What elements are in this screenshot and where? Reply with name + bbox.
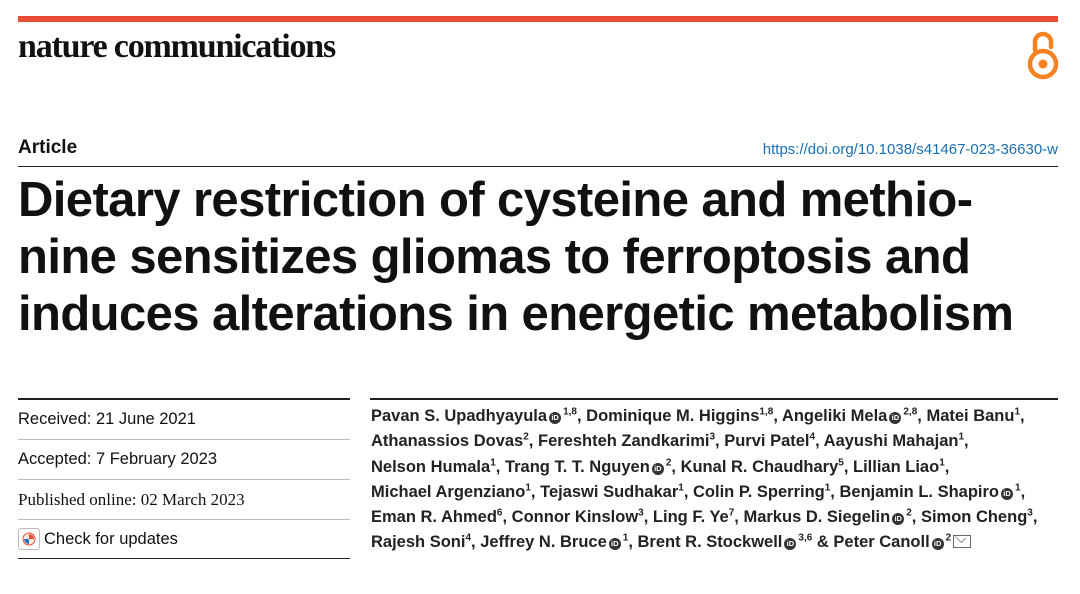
affiliation-superscript: 1 (1015, 482, 1021, 494)
publication-dates (18, 400, 350, 559)
author-separator: , (530, 482, 536, 501)
orcid-icon[interactable]: iD (932, 538, 944, 550)
author-name[interactable] (371, 407, 582, 425)
author-name[interactable] (538, 432, 720, 450)
author-name[interactable] (505, 458, 676, 476)
orcid-icon[interactable]: iD (889, 412, 901, 424)
author-name-text: Dominique M. Higgins (586, 407, 760, 425)
title-line: induces alterations in energetic metabolism (18, 287, 1014, 341)
author-separator: , (944, 457, 950, 476)
author-separator: , (1032, 508, 1038, 527)
author-name[interactable] (512, 508, 649, 526)
author-name-text: Tejaswi Sudhakar (540, 482, 679, 501)
article-title (18, 172, 1068, 343)
orcid-icon[interactable]: iD (784, 538, 796, 550)
affiliation-superscript: 1 (622, 532, 629, 544)
author-name-text: Lillian Liao (853, 457, 940, 476)
author-name-text: Benjamin L. Shapiro (839, 482, 1000, 501)
author-name-text: Nelson Humala (371, 457, 491, 476)
author-separator: , (495, 457, 501, 476)
author-name-text: Brent R. Stockwell (637, 533, 783, 552)
author-separator: , (528, 432, 534, 451)
author-name-text: Ling F. Ye (652, 508, 729, 527)
author-name-text: Markus D. Siegelin (743, 508, 891, 527)
header-divider (18, 166, 1058, 167)
author-name-text: Angeliki Mela (781, 407, 888, 425)
author-separator: , (815, 432, 820, 451)
affiliation-superscript: 1,8 (563, 406, 577, 418)
affiliation-superscript: 2,8 (903, 406, 918, 418)
check-updates-icon (18, 528, 40, 550)
affiliation-superscript: 2 (906, 507, 912, 519)
author-name[interactable] (921, 508, 1038, 526)
author-name[interactable] (540, 483, 688, 501)
affiliation-superscript: 1 (958, 431, 965, 443)
author-separator: , (1020, 407, 1025, 425)
check-updates-label: Check for updates (44, 529, 178, 548)
author-name[interactable] (724, 432, 819, 450)
published-date: Published online: 02 March 2023 (18, 480, 350, 520)
orcid-icon[interactable]: iD (652, 463, 664, 475)
affiliation-superscript: 1 (939, 457, 945, 469)
affiliation-superscript: 1 (525, 482, 531, 494)
author-name[interactable] (371, 508, 507, 526)
author-name[interactable] (653, 508, 739, 526)
author-name-text: Fereshteh Zandkarimi (537, 432, 710, 451)
affiliation-superscript: 1 (824, 482, 831, 494)
affiliation-superscript: 6 (496, 507, 503, 519)
author-name[interactable] (371, 432, 533, 450)
author-name[interactable] (371, 533, 476, 551)
orcid-icon[interactable]: iD (1001, 488, 1013, 500)
affiliation-superscript: 1 (678, 482, 684, 494)
affiliation-superscript: 1 (1014, 406, 1021, 418)
author-name[interactable] (833, 533, 971, 551)
affiliation-superscript: 1,8 (759, 406, 774, 418)
author-name[interactable] (693, 483, 835, 501)
author-separator: , (773, 407, 778, 425)
author-separator: , (734, 508, 739, 527)
author-name-text: Jeffrey N. Bruce (480, 533, 607, 552)
author-separator: , (964, 432, 969, 451)
author-separator: , (715, 432, 720, 451)
author-name-text: Aayushi Mahajan (823, 432, 959, 451)
author-name-text: Colin P. Sperring (693, 482, 825, 501)
author-separator: , (830, 482, 835, 501)
author-list (371, 404, 1056, 556)
author-name-text: Kunal R. Chaudhary (680, 457, 839, 476)
author-name[interactable] (681, 458, 849, 476)
author-separator: , (911, 508, 917, 527)
article-type: Article (18, 137, 78, 158)
affiliation-superscript: 2 (665, 457, 672, 469)
author-name-text: Trang T. T. Nguyen (504, 457, 650, 476)
author-name-text: Simon Cheng (920, 508, 1028, 527)
author-separator: , (917, 407, 922, 425)
author-name-text: Pavan S. Upadhyayula (371, 407, 548, 425)
author-name[interactable] (638, 533, 829, 551)
affiliation-superscript: 5 (838, 457, 844, 469)
orcid-icon[interactable]: iD (892, 513, 904, 525)
author-name[interactable] (839, 483, 1025, 501)
title-line: Dietary restriction of cysteine and methio- (18, 173, 973, 227)
author-name[interactable] (853, 458, 949, 476)
check-for-updates-button[interactable] (18, 520, 350, 559)
doi-link[interactable]: https://doi.org/10.1038/s41467-023-36630-w (762, 141, 1058, 158)
author-separator: , (502, 508, 508, 527)
author-name-text: Matei Banu (926, 407, 1015, 425)
author-separator: , (683, 482, 689, 501)
author-separator: , (576, 407, 582, 425)
envelope-icon[interactable] (953, 535, 971, 548)
affiliation-superscript: 2 (945, 532, 952, 544)
orcid-icon[interactable]: iD (549, 412, 561, 424)
author-name-text: Peter Canoll (833, 533, 930, 552)
affiliation-superscript: 3,6 (798, 532, 813, 544)
author-name[interactable] (371, 458, 500, 476)
author-name-text: Connor Kinslow (511, 508, 639, 527)
author-separator: , (843, 457, 849, 476)
open-access-lock-icon (1025, 30, 1061, 82)
author-separator: & (812, 533, 829, 552)
affiliation-superscript: 7 (728, 507, 735, 519)
author-name[interactable] (586, 407, 778, 425)
affiliation-superscript: 2 (523, 431, 529, 443)
author-name[interactable] (743, 508, 916, 526)
author-separator: , (471, 533, 476, 552)
author-name-text: Athanassios Dovas (371, 432, 524, 451)
authors-divider (370, 398, 1058, 400)
title-line: nine sensitizes gliomas to ferroptosis and (18, 230, 971, 284)
author-separator: , (628, 533, 633, 552)
journal-name: nature communications (18, 28, 336, 65)
author-name[interactable] (824, 432, 969, 450)
affiliation-superscript: 4 (465, 532, 472, 544)
author-separator: , (1020, 482, 1026, 501)
author-name[interactable] (926, 407, 1024, 425)
author-name-text: Rajesh Soni (371, 533, 466, 552)
affiliation-superscript: 3 (638, 507, 644, 519)
affiliation-superscript: 4 (809, 431, 816, 443)
author-name-text: Purvi Patel (724, 432, 810, 451)
author-name-text: Eman R. Ahmed (371, 508, 497, 527)
author-name[interactable] (480, 533, 633, 551)
author-name[interactable] (371, 483, 536, 501)
affiliation-superscript: 1 (490, 457, 496, 469)
affiliation-superscript: 3 (709, 431, 716, 443)
affiliation-superscript: 3 (1027, 507, 1033, 519)
orcid-icon[interactable]: iD (609, 538, 621, 550)
received-date: Received: 21 June 2021 (18, 400, 350, 440)
author-separator: , (671, 457, 676, 476)
accepted-date: Accepted: 7 February 2023 (18, 440, 350, 480)
journal-accent-bar (18, 16, 1058, 22)
author-name-text: Michael Argenziano (371, 482, 526, 501)
author-separator: , (643, 508, 649, 527)
author-name[interactable] (782, 407, 922, 425)
